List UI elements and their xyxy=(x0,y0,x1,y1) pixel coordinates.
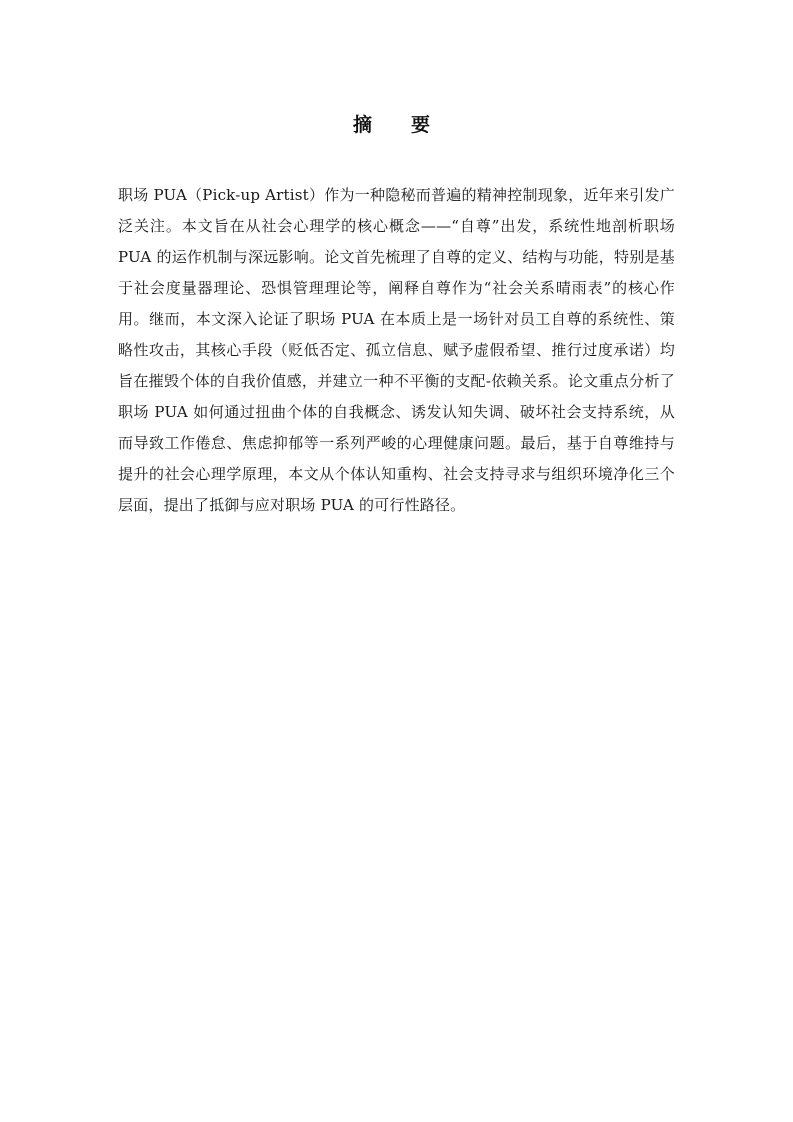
page-title: 摘 要 xyxy=(352,114,440,136)
abstract-paragraph: 职场 PUA（Pick-up Artist）作为一种隐秘而普遍的精神控制现象，近年来引发广泛关注。本文旨在从社会心理学的核心概念——“自尊”出发，系统性地剖析职场 PUA 的运作机制与深远影响。论文首先梳理了自尊的定义、结构与功能，特别是基于社会度量器理论、恐惧管理理论等，阐释自尊作为“社会关系晴雨表”的核心作用。继而，本文深入论证了职场 PUA 在本质上是一场针对员工自尊的系统性、策略性攻击，其核心手段（贬低否定、孤立信息、赋予虚假希望、推行过度承诺）均旨在摧毁个体的自我价值感，并建立一种不平衡的支配-依赖关系。论文重点分析了职场 PUA 如何通过扭曲个体的自我概念、诱发认知失调、破坏社会支持系统，从而导致工作倦怠、焦虑抑郁等一系列严峻的心理健康问题。最后，基于自尊维持与提升的社会心理学原理，本文从个体认知重构、社会支持寻求与组织环境净化三个层面，提出了抵御与应对职场 PUA 的可行性路径。 xyxy=(118,186,675,515)
abstract-section xyxy=(0,137,793,522)
